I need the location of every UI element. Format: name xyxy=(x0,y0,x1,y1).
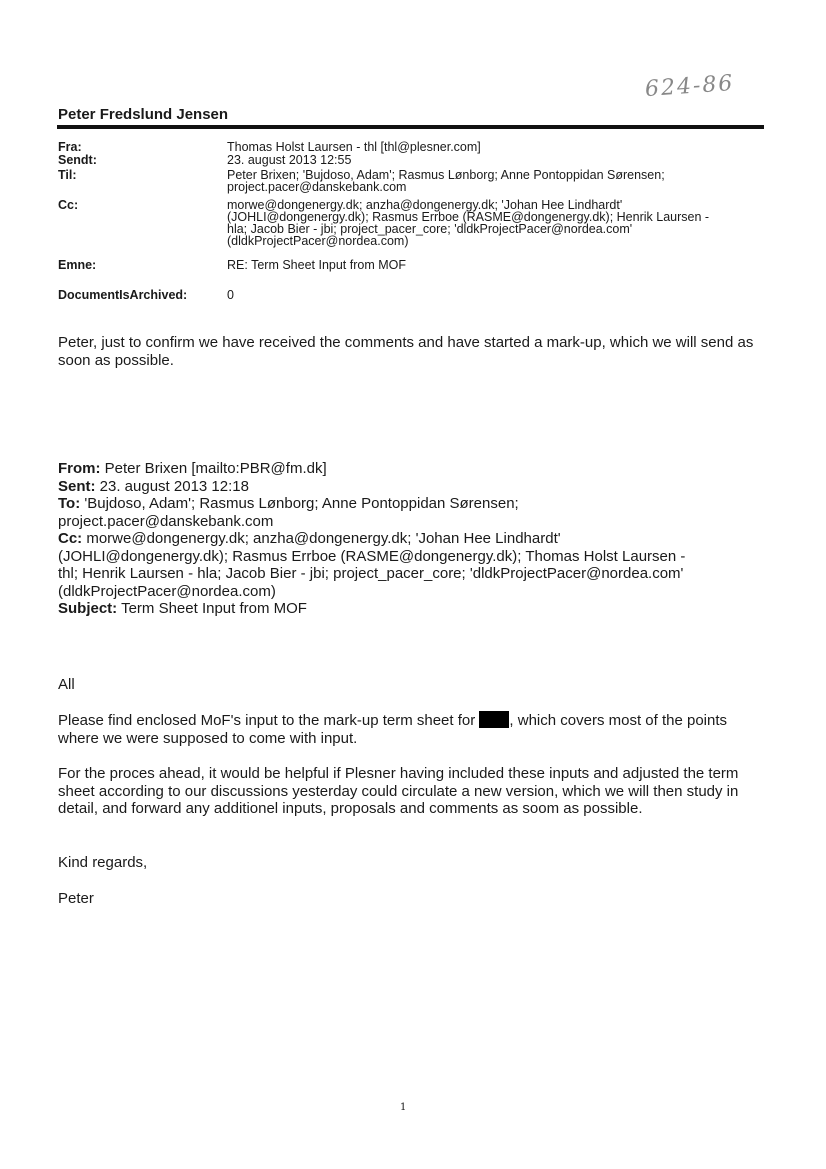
header-sendt-label: Sendt: xyxy=(58,153,97,167)
forwarded-from-value: Peter Brixen [mailto:PBR@fm.dk] xyxy=(100,460,327,477)
header-emne-label: Emne: xyxy=(58,258,97,272)
message-greeting: All xyxy=(58,676,75,693)
forwarded-subject-value: Term Sheet Input from MOF xyxy=(117,600,307,617)
forwarded-header xyxy=(58,460,758,618)
forwarded-from-row xyxy=(58,460,758,478)
forwarded-subject-label: Subject: xyxy=(58,600,118,617)
forwarded-to-value: 'Bujdoso, Adam'; Rasmus Lønborg; Anne Pontoppidan Sørensen; project.pacer@danskebank.com xyxy=(58,495,519,530)
message-paragraph-1-start: Please find enclosed MoF's input to the mark-up term sheet for xyxy=(58,712,480,729)
message-signature: Peter xyxy=(58,890,94,907)
forwarded-sent-label: Sent: xyxy=(58,477,96,495)
header-til-value: Peter Brixen; 'Bujdoso, Adam'; Rasmus Lønborg; Anne Pontoppidan Sørensen; project.pacer@danskebank.com xyxy=(227,168,665,194)
header-archived-label: DocumentIsArchived: xyxy=(58,288,188,302)
header-fra-label: Fra: xyxy=(58,140,82,154)
forwarded-to-label: To: xyxy=(58,495,81,512)
header-archived-value: 0 xyxy=(227,288,234,302)
header-divider xyxy=(57,125,764,129)
forwarded-cc-value: morwe@dongenergy.dk; anzha@dongenergy.dk; 'Johan Hee Lindhardt' (JOHLI@dongenergy.dk); Rasmus Errboe (RASME@dongenergy.dk); Thomas Holst Laursen - thl; Henrik Laursen - hla; Jacob Bier - jbi; project_pacer_core; 'dldkProjectPacer@nordea.com' (dldkProjectPacer@nordea.com) xyxy=(58,530,686,600)
header-cc-value: morwe@dongenergy.dk; anzha@dongenergy.dk; 'Johan Hee Lindhardt' (JOHLI@dongenergy.dk); Rasmus Errboe (RASME@dongenergy.dk); Henrik Laursen - hla; Jacob Bier - jbi; project_pacer_core; 'dldkProjectPacer@nordea.com' (dldkProjectPacer@nordea.com) xyxy=(227,198,710,248)
header-til-label: Til: xyxy=(58,168,77,182)
page-number: 1 xyxy=(400,1102,407,1113)
message-paragraph-1 xyxy=(58,711,758,747)
header-sendt-value: 23. august 2013 12:55 xyxy=(227,153,352,167)
header-emne-value: RE: Term Sheet Input from MOF xyxy=(227,258,406,272)
handwritten-annotation: 624-86 xyxy=(644,70,736,103)
reply-text: Peter, just to confirm we have received the comments and have started a mark-up, which we will send as soon as possible. xyxy=(58,334,754,369)
forwarded-sent-row xyxy=(58,478,758,496)
forwarded-to-row xyxy=(58,495,758,530)
header-fra-value: Thomas Holst Laursen - thl [thl@plesner.com] xyxy=(227,140,481,154)
forwarded-sent-value: 23. august 2013 12:18 xyxy=(95,477,249,495)
header-cc-label: Cc: xyxy=(58,198,79,212)
forwarded-cc-label: Cc: xyxy=(58,530,83,547)
forwarded-from-label: From: xyxy=(58,460,101,477)
forwarded-subject-row xyxy=(58,600,758,618)
message-paragraph-1-end: , which covers most of the points where we were supposed to come with input. xyxy=(58,712,728,747)
message-paragraph-2: For the proces ahead, it would be helpful if Plesner having included these inputs and adjusted the term sheet according to our discussions yesterday could circulate a new version, which we will then study in detail, and forward any additionel inputs, proposals and comments as soom as possible. xyxy=(58,765,739,817)
message-closing: Kind regards, xyxy=(58,854,148,871)
redaction-block xyxy=(479,711,509,728)
mailbox-owner-name: Peter Fredslund Jensen xyxy=(58,106,229,123)
forwarded-cc-row xyxy=(58,530,758,600)
